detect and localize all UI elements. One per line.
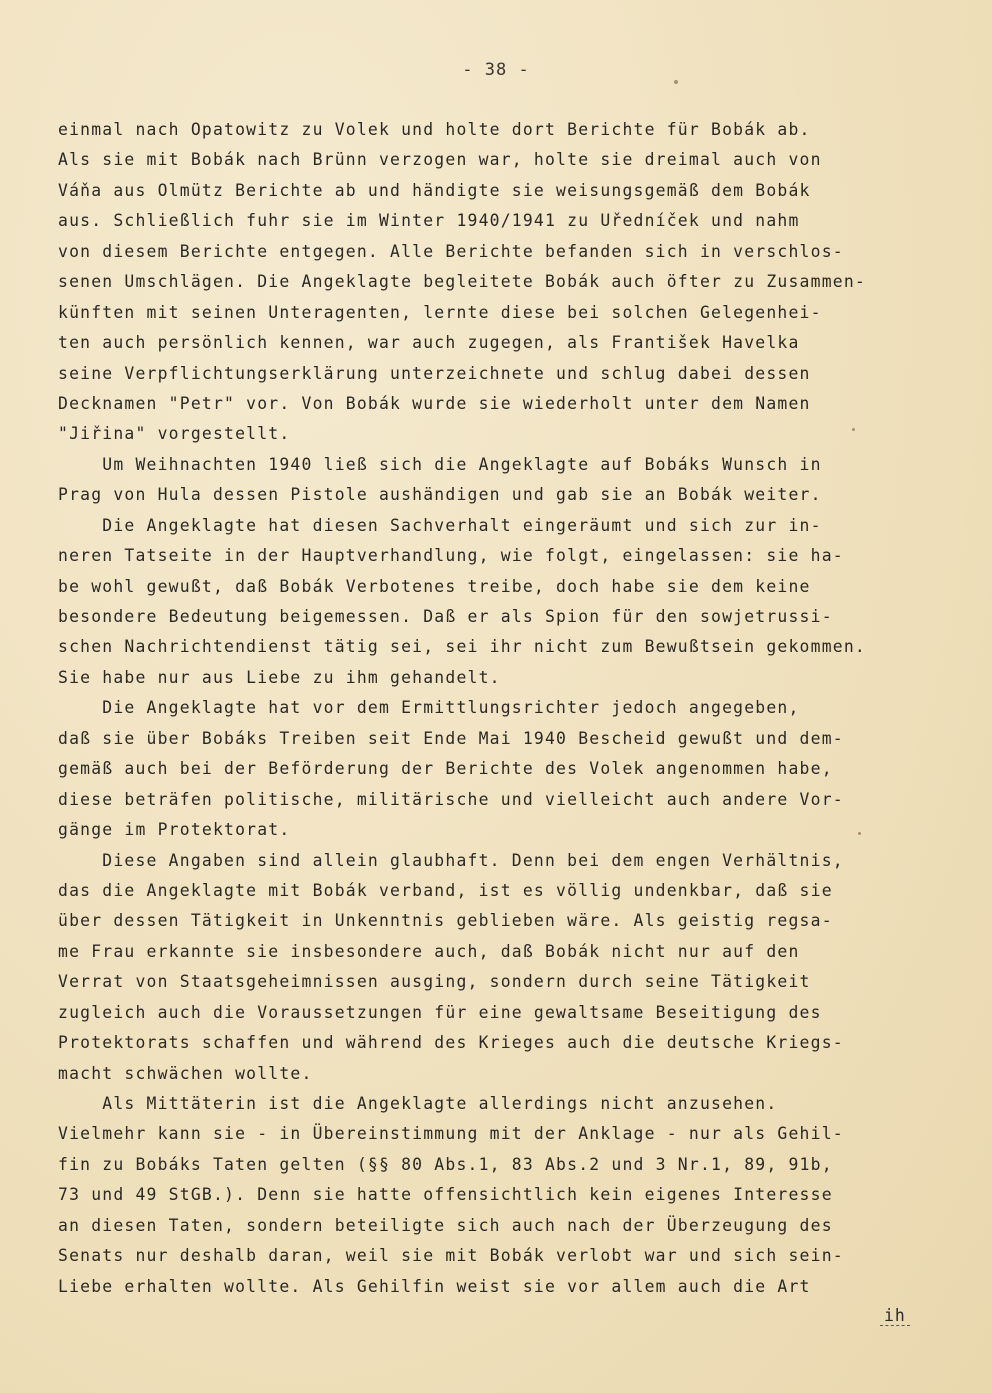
text-line: Als sie mit Bobák nach Brünn verzogen war, holte sie dreimal auch von: [58, 150, 822, 170]
text-line: neren Tatseite in der Hauptverhandlung, wie folgt, eingelassen: sie ha-: [58, 546, 844, 566]
text-line: schen Nachrichtendienst tätig sei, sei ihr nicht zum Bewußtsein gekommen.: [58, 637, 866, 657]
text-line: das die Angeklagte mit Bobák verband, ist es völlig undenkbar, daß sie: [58, 880, 833, 900]
text-line: Um Weihnachten 1940 ließ sich die Angeklagte auf Bobáks Wunsch in: [58, 454, 822, 474]
text-line: Sie habe nur aus Liebe zu ihm gehandelt.: [58, 667, 501, 687]
paper-speck: [674, 80, 678, 84]
text-line: fin zu Bobáks Taten gelten (§§ 80 Abs.1, 83 Abs.2 und 3 Nr.1, 89, 91b,: [58, 1154, 833, 1174]
catchword: [880, 1306, 910, 1325]
text-line: Die Angeklagte hat vor dem Ermittlungsrichter jedoch angegeben,: [58, 698, 800, 718]
text-line: daß sie über Bobáks Treiben seit Ende Mai 1940 Bescheid gewußt und dem-: [58, 728, 844, 748]
text-line: einmal nach Opatowitz zu Volek und holte dort Berichte für Bobák ab.: [58, 120, 811, 139]
text-line: 73 und 49 StGB.). Denn sie hatte offensichtlich kein eigenes Interesse: [58, 1185, 833, 1205]
text-line: Verrat von Staatsgeheimnissen ausging, sondern durch seine Tätigkeit: [58, 972, 811, 992]
text-line: "Jiřina" vorgestellt.: [58, 424, 291, 444]
text-line: ten auch persönlich kennen, war auch zugegen, als František Havelka: [58, 333, 800, 353]
text-line: besondere Bedeutung beigemessen. Daß er als Spion für den sowjetrussi-: [58, 607, 833, 626]
catchword-text: ih: [880, 1306, 910, 1326]
text-line: aus. Schließlich fuhr sie im Winter 1940/1941 zu Uředníček und nahm: [58, 211, 800, 231]
text-line: Decknamen "Petr" vor. Von Bobák wurde sie wiederholt unter dem Namen: [58, 393, 811, 413]
text-line: von diesem Berichte entgegen. Alle Berichte befanden sich in verschlos-: [58, 241, 844, 261]
text-line: Protektorats schaffen und während des Krieges auch die deutsche Kriegs-: [58, 1033, 844, 1053]
text-line: zugleich auch die Voraussetzungen für eine gewaltsame Beseitigung des: [58, 1002, 822, 1022]
page-number: - 38 -: [462, 60, 530, 80]
text-line: be wohl gewußt, daß Bobák Verbotenes treibe, doch habe sie dem keine: [58, 576, 811, 596]
text-line: gemäß auch bei der Beförderung der Berichte des Volek angenommen habe,: [58, 759, 833, 779]
text-line: Vielmehr kann sie - in Übereinstimmung mit der Anklage - nur als Gehil-: [58, 1124, 844, 1144]
text-line: me Frau erkannte sie insbesondere auch, daß Bobák nicht nur auf den: [58, 941, 800, 961]
text-line: Als Mittäterin ist die Angeklagte allerdings nicht anzusehen.: [58, 1094, 778, 1113]
text-line: künften mit seinen Unteragenten, lernte diese bei solchen Gelegenhei-: [58, 302, 822, 322]
text-line: über dessen Tätigkeit in Unkenntnis geblieben wäre. Als geistig regsa-: [58, 911, 833, 931]
text-line: seine Verpflichtungserklärung unterzeichnete und schlug dabei dessen: [58, 363, 811, 383]
text-line: Senats nur deshalb daran, weil sie mit Bobák verlobt war und sich sein-: [58, 1246, 844, 1266]
paper-speck: [852, 428, 855, 431]
body-text: [58, 115, 963, 1302]
text-line: Diese Angaben sind allein glaubhaft. Denn bei dem engen Verhältnis,: [58, 850, 844, 870]
text-line: gänge im Protektorat.: [58, 820, 291, 840]
text-line: Prag von Hula dessen Pistole aushändigen und gab sie an Bobák weiter.: [58, 485, 822, 505]
text-line: senen Umschlägen. Die Angeklagte begleitete Bobák auch öfter zu Zusammen-: [58, 272, 866, 292]
text-line: Váňa aus Olmütz Berichte ab und händigte sie weisungsgemäß dem Bobák: [58, 180, 811, 200]
text-line: Liebe erhalten wollte. Als Gehilfin weist sie vor allem auch die Art: [58, 1276, 811, 1296]
text-line: diese beträfen politische, militärische und vielleicht auch andere Vor-: [58, 789, 844, 809]
paper-speck: [858, 832, 861, 835]
text-line: Die Angeklagte hat diesen Sachverhalt eingeräumt und sich zur in-: [58, 515, 822, 535]
text-line: an diesen Taten, sondern beteiligte sich auch nach der Überzeugung des: [58, 1215, 833, 1235]
text-line: macht schwächen wollte.: [58, 1063, 313, 1083]
